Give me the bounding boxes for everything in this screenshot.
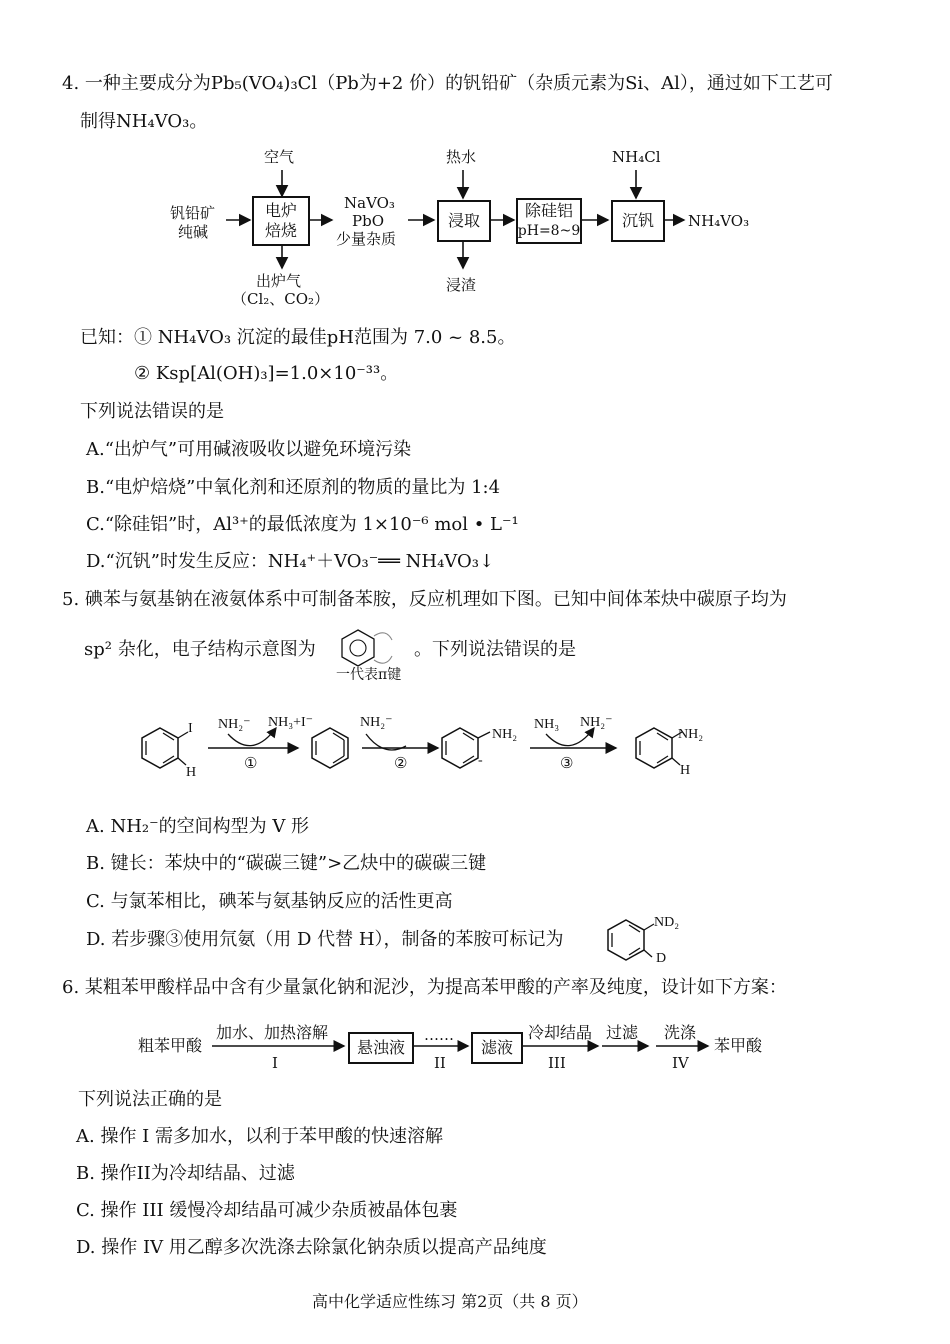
- q5-stem-line2a: sp² 杂化，电子结构示意图为: [84, 639, 316, 660]
- q5-iodo-label: I: [188, 721, 193, 736]
- q6-op2: ……: [424, 1026, 454, 1044]
- q6-op4-num: IV: [672, 1054, 689, 1072]
- q4-box-precipitate: 沉钒: [611, 200, 665, 242]
- q6-start: 粗苯甲酸: [138, 1036, 203, 1055]
- q5-h-label: H: [186, 765, 197, 780]
- q4-option-a: A.“出炉气”可用碱液吸收以避免环境污染: [86, 439, 412, 460]
- q4-option-c: C.“除硅铝”时，Al³⁺的最低浓度为 1×10⁻⁶ mol • L⁻¹: [86, 514, 519, 535]
- q6-box-suspension: 悬浊液: [348, 1032, 414, 1064]
- q5-pi-caption: 一代表π键: [336, 667, 402, 683]
- q5-step3-num: ③: [560, 754, 574, 772]
- q5-option-b: B. 键长：苯炔中的“碳碳三键”>乙炔中的碳碳三键: [86, 853, 487, 874]
- q4-exhaust-label: 出炉气: [256, 272, 302, 290]
- q5-stem-line2b: 。下列说法错误的是: [414, 639, 576, 660]
- q4-product: NH₄VO₃: [688, 212, 750, 230]
- q5-step3-byproduct: NH₂⁻: [580, 715, 613, 730]
- q4-reagent: NH₄Cl: [612, 148, 661, 166]
- q4-exhaust-gases: （Cl₂、CO₂）: [232, 290, 330, 308]
- q4-input-soda: 纯碱: [178, 223, 209, 241]
- q5-anion-charge: -: [478, 753, 483, 768]
- q6-op1: 加水、加热溶解: [216, 1023, 329, 1042]
- q6-stem: 6. 某粗苯甲酸样品中含有少量氯化钠和泥沙，为提高苯甲酸的产率及纯度，设计如下方案：: [62, 977, 787, 998]
- q4-box-remove-l2: pH=8~9: [517, 223, 581, 239]
- q5-step1-byproduct: NH₃+I⁻: [268, 715, 314, 730]
- q4-mid-pbo: PbO: [352, 212, 384, 230]
- q4-known-1: 已知：① NH₄VO₃ 沉淀的最佳pH范围为 7.0 ~ 8.5。: [80, 327, 516, 348]
- q6-end: 苯甲酸: [714, 1036, 763, 1055]
- q4-mid-navo3: NaVO₃: [344, 194, 395, 212]
- q4-stem-line1: 4. 一种主要成分为Pb₅(VO₄)₃Cl（Pb为+2 价）的钒铅矿（杂质元素为Si、Al），通过如下工艺可: [62, 73, 833, 94]
- q5-option-a: A. NH₂⁻的空间构型为 V 形: [86, 816, 310, 837]
- q6-option-b: B. 操作II为冷却结晶、过滤: [76, 1163, 295, 1184]
- q4-box-leach: 浸取: [437, 200, 491, 242]
- q6-op3: 冷却结晶: [528, 1023, 593, 1042]
- q4-box-roasting-l2: 焙烧: [264, 221, 297, 240]
- q6-op1-num: I: [272, 1054, 278, 1072]
- q5-product-h: H: [680, 763, 691, 778]
- q5-step1-reagent: NH₂⁻: [218, 717, 251, 732]
- q5-step3-reagent: NH₃: [534, 717, 560, 732]
- q6-op3-num: III: [548, 1054, 566, 1072]
- q5-optd-nd2: ND₂: [654, 915, 680, 930]
- q5-option-c: C. 与氯苯相比，碘苯与氨基钠反应的活性更高: [86, 891, 453, 912]
- q5-optd-d: D: [656, 951, 667, 966]
- q6-op4: 洗涤: [664, 1023, 697, 1042]
- q6-option-c: C. 操作 III 缓慢冷却结晶可减少杂质被晶体包裹: [76, 1200, 458, 1221]
- q4-stem-line2: 制得NH₄VO₃。: [80, 111, 208, 132]
- q4-mid-impurity: 少量杂质: [336, 230, 397, 248]
- page-footer: 高中化学适应性练习 第2页（共 8 页）: [312, 1292, 588, 1311]
- q6-prompt: 下列说法正确的是: [78, 1089, 222, 1110]
- q4-input-ore: 钒铅矿: [170, 204, 216, 222]
- q5-product-nh2: NH₂: [678, 727, 704, 742]
- q5-anion-nh2: NH₂: [492, 727, 518, 742]
- q6-op2-num: II: [434, 1054, 446, 1072]
- q6-box-filtrate: 滤液: [471, 1032, 523, 1064]
- q6-option-d: D. 操作 IV 用乙醇多次洗涤去除氯化钠杂质以提高产品纯度: [76, 1237, 547, 1258]
- q4-option-d: D.“沉钒”时发生反应：NH₄⁺＋VO₃⁻══ NH₄VO₃↓: [86, 551, 495, 572]
- q6-op3b: 过滤: [606, 1023, 639, 1042]
- q5-stem-line1: 5. 碘苯与氨基钠在液氨体系中可制备苯胺，反应机理如下图。已知中间体苯炔中碳原子均为: [62, 589, 787, 610]
- q5-step2-reagent: NH₂⁻: [360, 715, 393, 730]
- q4-input-air: 空气: [264, 148, 295, 166]
- q4-hot-water: 热水: [446, 148, 477, 166]
- q4-residue: 浸渣: [446, 276, 477, 294]
- q6-option-a: A. 操作 I 需多加水，以利于苯甲酸的快速溶解: [76, 1126, 443, 1147]
- q4-known-2: ② Ksp[Al(OH)₃]=1.0×10⁻³³。: [134, 363, 399, 384]
- q4-box-roasting-l1: 电炉: [264, 201, 297, 220]
- q5-step2-num: ②: [394, 754, 408, 772]
- q5-step1-num: ①: [244, 754, 258, 772]
- q5-option-d: D. 若步骤③使用氘氨（用 D 代替 H），制备的苯胺可标记为: [86, 929, 564, 950]
- q4-box-remove-l1: 除硅铝: [524, 201, 573, 220]
- q4-option-b: B.“电炉焙烧”中氧化剂和还原剂的物质的量比为 1:4: [86, 477, 501, 498]
- q4-prompt: 下列说法错误的是: [80, 401, 224, 422]
